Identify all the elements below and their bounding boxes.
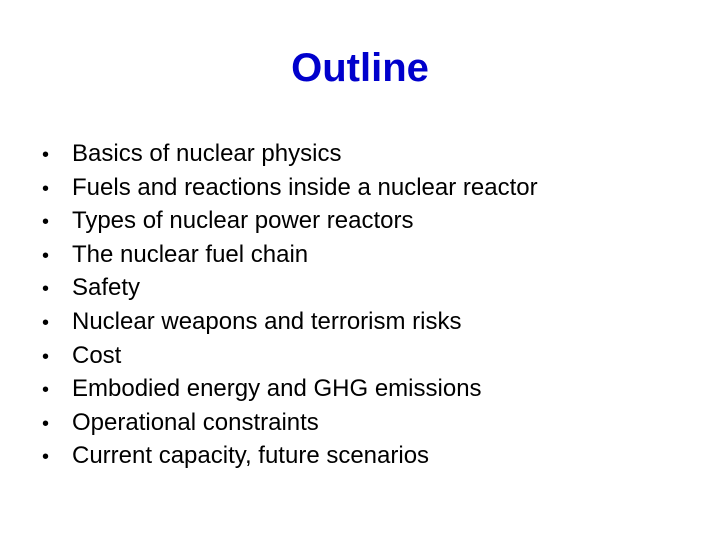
outline-list — [42, 137, 538, 473]
list-item — [42, 171, 538, 205]
bullet-icon: • — [42, 412, 50, 435]
bullet-icon: • — [42, 278, 50, 301]
list-item-text: Safety — [72, 274, 141, 302]
bullet-icon: • — [42, 311, 50, 334]
list-item-text: Operational constraints — [72, 408, 319, 436]
bullet-icon: • — [42, 446, 50, 469]
list-item — [42, 339, 538, 373]
bullet-icon: • — [42, 379, 50, 402]
bullet-icon: • — [42, 244, 50, 267]
list-item — [42, 406, 538, 440]
bullet-icon: • — [42, 345, 50, 368]
list-item-text: Current capacity, future scenarios — [72, 442, 430, 470]
list-item — [42, 271, 538, 305]
list-item-text: The nuclear fuel chain — [72, 240, 309, 268]
list-item-text: Basics of nuclear physics — [72, 140, 342, 167]
list-item-text: Fuels and reactions inside a nuclear reactor — [72, 173, 538, 201]
list-item-text: Cost — [72, 341, 122, 369]
list-item-text: Nuclear weapons and terrorism risks — [72, 307, 462, 335]
list-item — [42, 372, 538, 406]
bullet-icon: • — [42, 211, 50, 234]
list-item — [42, 137, 538, 171]
list-item — [42, 238, 538, 272]
slide-title: Outline — [291, 46, 429, 90]
list-item — [42, 305, 538, 339]
list-item — [42, 439, 538, 473]
list-item — [42, 204, 538, 238]
list-item-text: Embodied energy and GHG emissions — [72, 375, 482, 403]
list-item-text: Types of nuclear power reactors — [72, 207, 414, 235]
bullet-icon: • — [42, 177, 50, 200]
bullet-icon: • — [42, 144, 50, 166]
